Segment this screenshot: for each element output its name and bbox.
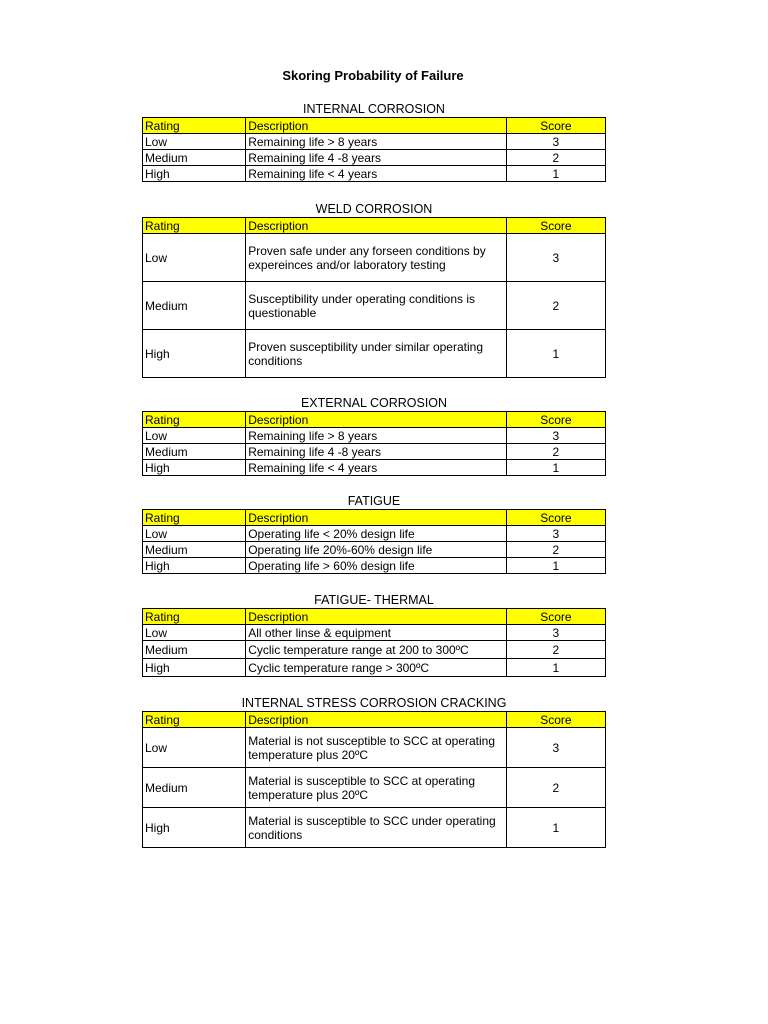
rating-cell: High (143, 808, 246, 848)
section-title: FATIGUE- THERMAL (314, 593, 434, 607)
section-fatigue-thermal (142, 592, 606, 677)
table-header-row (143, 412, 606, 428)
section-title: WELD CORROSION (315, 202, 433, 216)
table-header-row (143, 510, 606, 526)
rating-cell: High (143, 330, 246, 378)
score-cell: 2 (506, 444, 605, 460)
section-weld-corrosion (142, 201, 606, 378)
description-cell: Susceptibility under operating conditions is questionable (246, 282, 507, 330)
rating-cell: Medium (143, 444, 246, 460)
table-row (143, 460, 606, 476)
header-description: Description (246, 412, 507, 428)
score-cell: 1 (506, 558, 605, 574)
rating-cell: High (143, 659, 246, 677)
table-row (143, 234, 606, 282)
description-cell: Cyclic temperature range > 300ºC (246, 659, 507, 677)
description-cell: Operating life 20%-60% design life (246, 542, 507, 558)
rating-cell: Medium (143, 282, 246, 330)
header-rating: Rating (143, 412, 246, 428)
rating-cell: Medium (143, 150, 246, 166)
description-cell: Material is not susceptible to SCC at operating temperature plus 20ºC (246, 728, 507, 768)
header-rating: Rating (143, 218, 246, 234)
description-cell: Operating life < 20% design life (246, 526, 507, 542)
table-row (143, 558, 606, 574)
page-title: Skoring Probability of Failure (282, 68, 464, 83)
header-score: Score (506, 609, 605, 625)
table-row (143, 330, 606, 378)
scoring-table (142, 117, 606, 182)
score-cell: 3 (506, 234, 605, 282)
score-cell: 3 (506, 526, 605, 542)
score-cell: 1 (506, 808, 605, 848)
table-row (143, 542, 606, 558)
description-cell: Remaining life 4 -8 years (246, 150, 507, 166)
description-cell: Cyclic temperature range at 200 to 300ºC (246, 641, 507, 659)
description-cell: Remaining life > 8 years (246, 428, 507, 444)
description-cell: All other linse & equipment (246, 625, 507, 641)
header-description: Description (246, 218, 507, 234)
rating-cell: High (143, 460, 246, 476)
table-header-row (143, 218, 606, 234)
score-cell: 2 (506, 542, 605, 558)
section-internal-corrosion (142, 101, 606, 182)
rating-cell: Low (143, 234, 246, 282)
section-title: FATIGUE (347, 494, 401, 508)
table-row (143, 150, 606, 166)
header-score: Score (506, 218, 605, 234)
header-score: Score (506, 510, 605, 526)
description-cell: Operating life > 60% design life (246, 558, 507, 574)
score-cell: 2 (506, 150, 605, 166)
scoring-table (142, 711, 606, 848)
header-score: Score (506, 712, 605, 728)
description-cell: Remaining life > 8 years (246, 134, 507, 150)
table-row (143, 282, 606, 330)
description-cell: Material is susceptible to SCC at operating temperature plus 20ºC (246, 768, 507, 808)
header-description: Description (246, 609, 507, 625)
table-row (143, 166, 606, 182)
score-cell: 3 (506, 625, 605, 641)
table-row (143, 444, 606, 460)
score-cell: 3 (506, 134, 605, 150)
table-row (143, 625, 606, 641)
header-score: Score (506, 412, 605, 428)
score-cell: 1 (506, 659, 605, 677)
section-title: INTERNAL CORROSION (303, 102, 445, 116)
description-cell: Proven safe under any forseen conditions by expereinces and/or laboratory testing (246, 234, 507, 282)
table-header-row (143, 118, 606, 134)
header-score: Score (506, 118, 605, 134)
description-cell: Material is susceptible to SCC under operating conditions (246, 808, 507, 848)
table-row (143, 728, 606, 768)
score-cell: 1 (506, 166, 605, 182)
score-cell: 3 (506, 728, 605, 768)
section-fatigue (142, 493, 606, 574)
description-cell: Remaining life 4 -8 years (246, 444, 507, 460)
section-internal-stress-corrosion-cracking (142, 695, 606, 848)
rating-cell: Low (143, 728, 246, 768)
table-row (143, 526, 606, 542)
table-row (143, 641, 606, 659)
table-header-row (143, 712, 606, 728)
section-external-corrosion (142, 395, 606, 476)
score-cell: 3 (506, 428, 605, 444)
scoring-table (142, 608, 606, 677)
section-title: INTERNAL STRESS CORROSION CRACKING (241, 696, 507, 710)
header-description: Description (246, 510, 507, 526)
description-cell: Proven susceptibility under similar operating conditions (246, 330, 507, 378)
table-row (143, 134, 606, 150)
description-cell: Remaining life < 4 years (246, 460, 507, 476)
header-description: Description (246, 712, 507, 728)
header-rating: Rating (143, 609, 246, 625)
scoring-table (142, 217, 606, 378)
rating-cell: Medium (143, 542, 246, 558)
description-cell: Remaining life < 4 years (246, 166, 507, 182)
score-cell: 1 (506, 460, 605, 476)
score-cell: 2 (506, 641, 605, 659)
rating-cell: Low (143, 526, 246, 542)
header-rating: Rating (143, 118, 246, 134)
scoring-table (142, 411, 606, 476)
table-row (143, 808, 606, 848)
rating-cell: Low (143, 625, 246, 641)
header-rating: Rating (143, 712, 246, 728)
table-header-row (143, 609, 606, 625)
table-row (143, 768, 606, 808)
scoring-table (142, 509, 606, 574)
score-cell: 2 (506, 282, 605, 330)
score-cell: 2 (506, 768, 605, 808)
section-title: EXTERNAL CORROSION (300, 396, 448, 410)
header-description: Description (246, 118, 507, 134)
rating-cell: High (143, 558, 246, 574)
score-cell: 1 (506, 330, 605, 378)
rating-cell: Medium (143, 768, 246, 808)
rating-cell: Medium (143, 641, 246, 659)
rating-cell: Low (143, 428, 246, 444)
table-row (143, 428, 606, 444)
header-rating: Rating (143, 510, 246, 526)
table-row (143, 659, 606, 677)
rating-cell: Low (143, 134, 246, 150)
rating-cell: High (143, 166, 246, 182)
